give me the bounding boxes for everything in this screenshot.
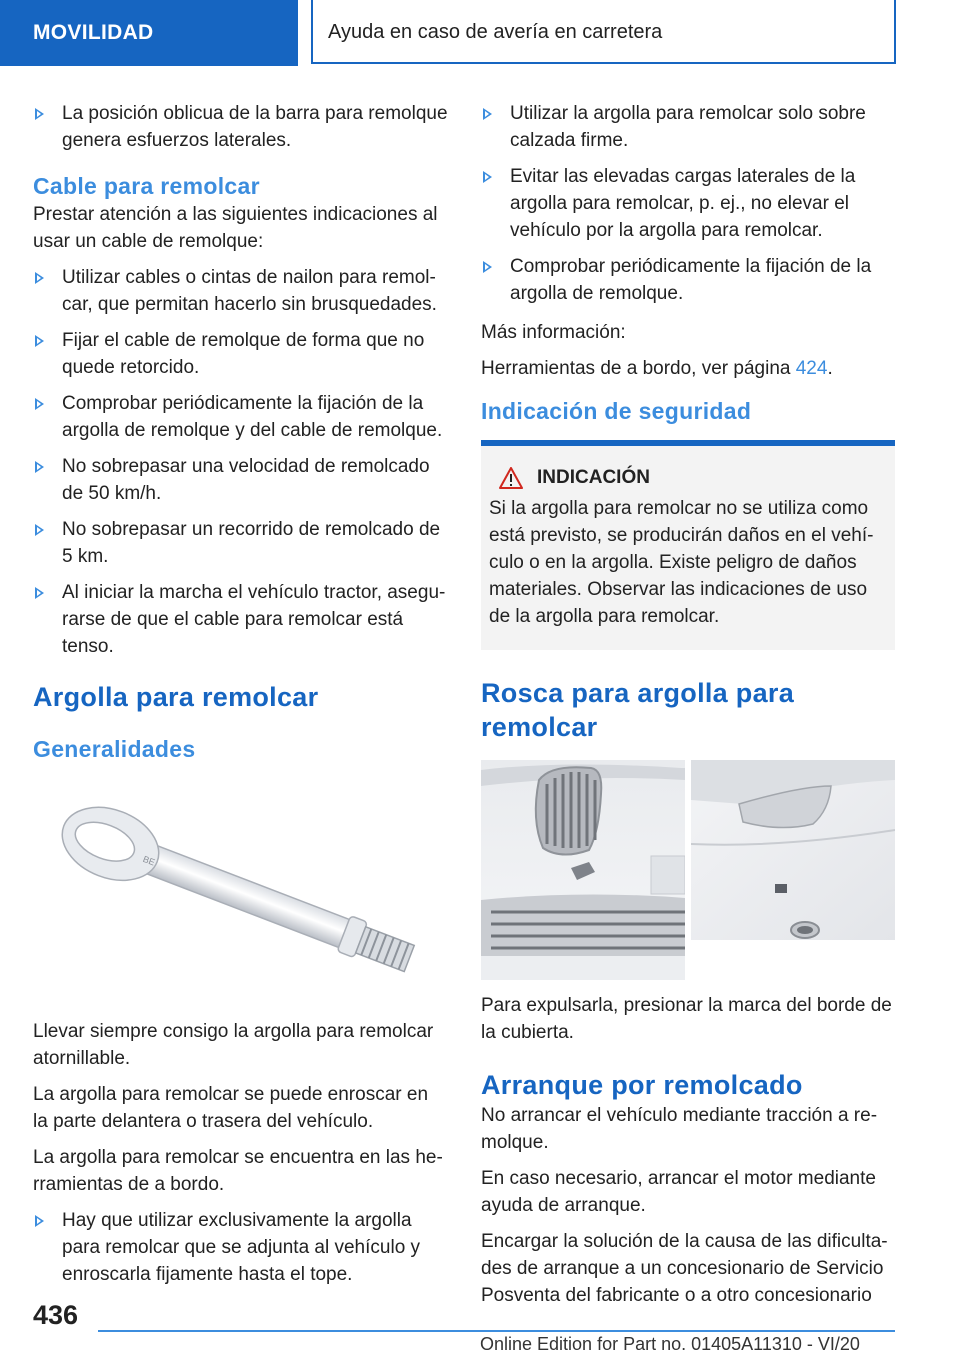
page-header [0, 0, 960, 66]
triangle-bullet-icon [35, 398, 44, 410]
footer-divider [98, 1330, 895, 1332]
bullet-list [33, 100, 448, 154]
cable-heading: Cable para remolcar [33, 173, 260, 199]
arranque-heading: Arranque por remolcado [481, 1070, 803, 1100]
triangle-bullet-icon [483, 108, 492, 120]
list-item: No sobrepasar una velocidad de remolcado de 50 km/h. [33, 453, 448, 507]
bullet-list [33, 1207, 448, 1288]
paragraph: Encargar la solución de la causa de las dificultades de arranque a un concesionario de Servicio Posventa del fabricante o a otro concesionario [481, 1231, 888, 1306]
paragraph: No arrancar el vehículo mediante tracción a remolque. [481, 1105, 878, 1153]
triangle-bullet-icon [35, 524, 44, 536]
notice-title: INDICACIÓN [537, 467, 650, 488]
list-item: Fijar el cable de remolque de forma que no quede retorcido. [33, 327, 448, 381]
bullet-list [481, 100, 895, 307]
warning-icon [499, 467, 523, 489]
cable-intro: Prestar atención a las siguientes indicaciones al usar un cable de remolque: [33, 204, 438, 252]
page-link[interactable]: 424 [795, 358, 828, 379]
triangle-bullet-icon [35, 108, 44, 120]
bumper-photos [481, 760, 895, 980]
list-item: Utilizar la argolla para remolcar solo sobre calzada firme. [481, 100, 895, 154]
list-item: Comprobar periódicamente la fijación de la argolla de remolque. [481, 253, 895, 307]
triangle-bullet-icon [35, 272, 44, 284]
front-bumper-image [481, 760, 895, 980]
paragraph: La argolla para remolcar se puede enroscar en la parte delantera o trasera del vehículo. [33, 1084, 429, 1132]
cable-bullet-list [33, 264, 448, 660]
list-item: La posición oblicua de la barra para remolque genera esfuerzos laterales. [33, 100, 448, 154]
triangle-bullet-icon [483, 171, 492, 183]
tools-reference: Herramientas de a bordo, ver página 424. [481, 358, 833, 379]
notice-text: Si la argolla para remolcar no se utiliza como está previsto, se producirán daños en el vehículo o en la argolla. Existe peligro de daños materiales. Observar las indicaciones de uso de la argolla para remolcar. [489, 498, 874, 627]
rosca-text: Para expulsarla, presionar la marca del borde de la cubierta. [481, 995, 892, 1043]
list-item: Hay que utilizar exclusivamente la argolla para remolcar que se adjunta al vehículo y enroscarla fijamente hasta el tope. [33, 1207, 448, 1288]
safety-heading: Indicación de seguridad [481, 398, 752, 424]
list-item: Al iniciar la marcha el vehículo tractor, asegurarse de que el cable para remolcar está tenso. [33, 579, 448, 660]
safety-notice [481, 440, 895, 650]
chapter-title: Ayuda en caso de avería en carretera [311, 0, 896, 64]
list-item: Comprobar periódicamente la fijación de la argolla de remolque y del cable de remolque. [33, 390, 448, 444]
list-item: Utilizar cables o cintas de nailon para remolcar, que permitan hacerlo sin brusquedades. [33, 264, 448, 318]
argolla-heading: Argolla para remolcar [33, 682, 319, 712]
triangle-bullet-icon [35, 587, 44, 599]
triangle-bullet-icon [483, 261, 492, 273]
triangle-bullet-icon [35, 1215, 44, 1227]
left-column [33, 100, 448, 1297]
tow-hook-illustration [33, 768, 448, 1018]
triangle-bullet-icon [35, 335, 44, 347]
right-column [481, 100, 895, 1318]
more-info-label: Más información: [481, 322, 626, 343]
paragraph: Llevar siempre consigo la argolla para remolcar atornillable. [33, 1021, 434, 1069]
general-heading: Generalidades [33, 736, 196, 762]
list-item: No sobrepasar un recorrido de remolcado de 5 km. [33, 516, 448, 570]
list-item: Evitar las elevadas cargas laterales de la argolla para remolcar, p. ej., no elevar el vehículo por la argolla para remolcar. [481, 163, 895, 244]
triangle-bullet-icon [35, 461, 44, 473]
page-number: 436 [33, 1300, 79, 1330]
edition-note: Online Edition for Part no. 01405A11310 - VI/20 [480, 1334, 860, 1354]
rosca-heading: Rosca para argolla para remolcar [481, 678, 795, 742]
paragraph: La argolla para remolcar se encuentra en las herramientas de a bordo. [33, 1147, 443, 1195]
paragraph: En caso necesario, arrancar el motor mediante ayuda de arranque. [481, 1168, 876, 1216]
section-label: MOVILIDAD [0, 0, 298, 66]
svg-text:BE: BE [141, 853, 157, 868]
notice-header [489, 464, 887, 491]
